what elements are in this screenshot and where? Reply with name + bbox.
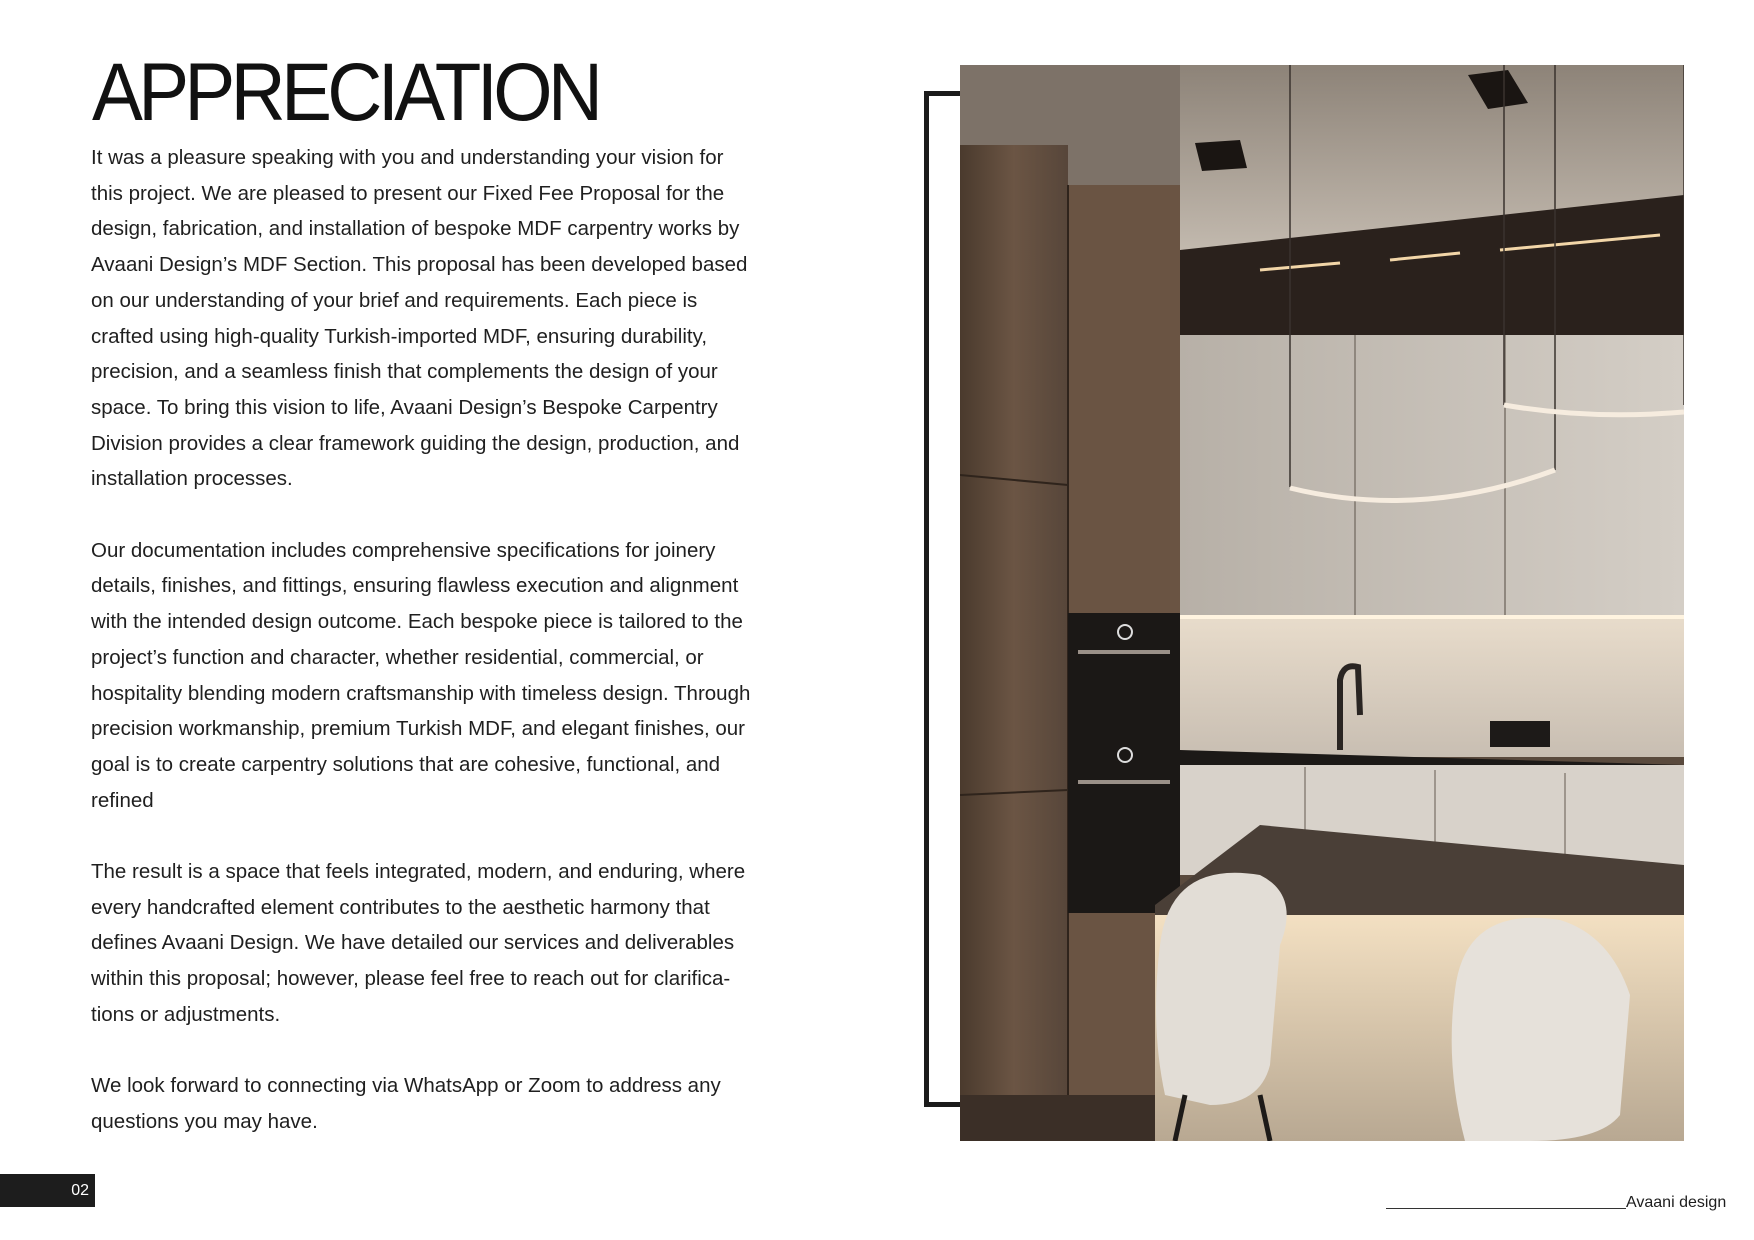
paragraph-result: The result is a space that feels integrated, modern, and enduring, where every handcrafted element contributes to the aesthetic harmony that defines Avaani Design. We have detailed our services and deliverables within this proposal; however, please feel free to reach out for clarifica- tions or adjustments. <box>91 860 746 1026</box>
body-text <box>91 140 791 1175</box>
paragraph-closing: We look forward to connecting via WhatsApp or Zoom to address any questions you may have. <box>91 1074 721 1133</box>
page-number: 02 <box>0 1174 95 1207</box>
paragraph-documentation: Our documentation includes comprehensive specifications for joinery details, finishes, and fittings, ensuring flawless execution and alignment with the intended design outcome. Each bespoke piece is tailored to the project’s function and character, whether residential, commercial, or hospitality blending modern craftsmanship with timeless design. Through precision workmanship, premium Turkish MDF, and elegant finishes, our goal is to create carpentry solutions that are cohesive, functional, and refined <box>91 538 751 812</box>
page-title: APPRECIATION <box>92 47 599 138</box>
kitchen-photo <box>960 65 1684 1141</box>
footer-brand: Avaani design <box>1626 1194 1727 1211</box>
paragraph-intro: It was a pleasure speaking with you and understanding your vision for this project. We are pleased to present our Fixed Fee Proposal for the design, fabrication, and installation of bespoke MDF carpentry works by Avaani Design’s MDF Section. This proposal has been developed based on our understanding of your brief and requirements. Each piece is crafted using high-quality Turkish-imported MDF, ensuring durability, precision, and a seamless finish that complements the design of your space. To bring this vision to life, Avaani Design’s Bespoke Carpentry Division provides a clear framework guiding the design, production, and installation processes. <box>91 146 748 491</box>
decorative-bracket <box>924 91 960 1107</box>
footer-rule <box>1386 1208 1626 1209</box>
